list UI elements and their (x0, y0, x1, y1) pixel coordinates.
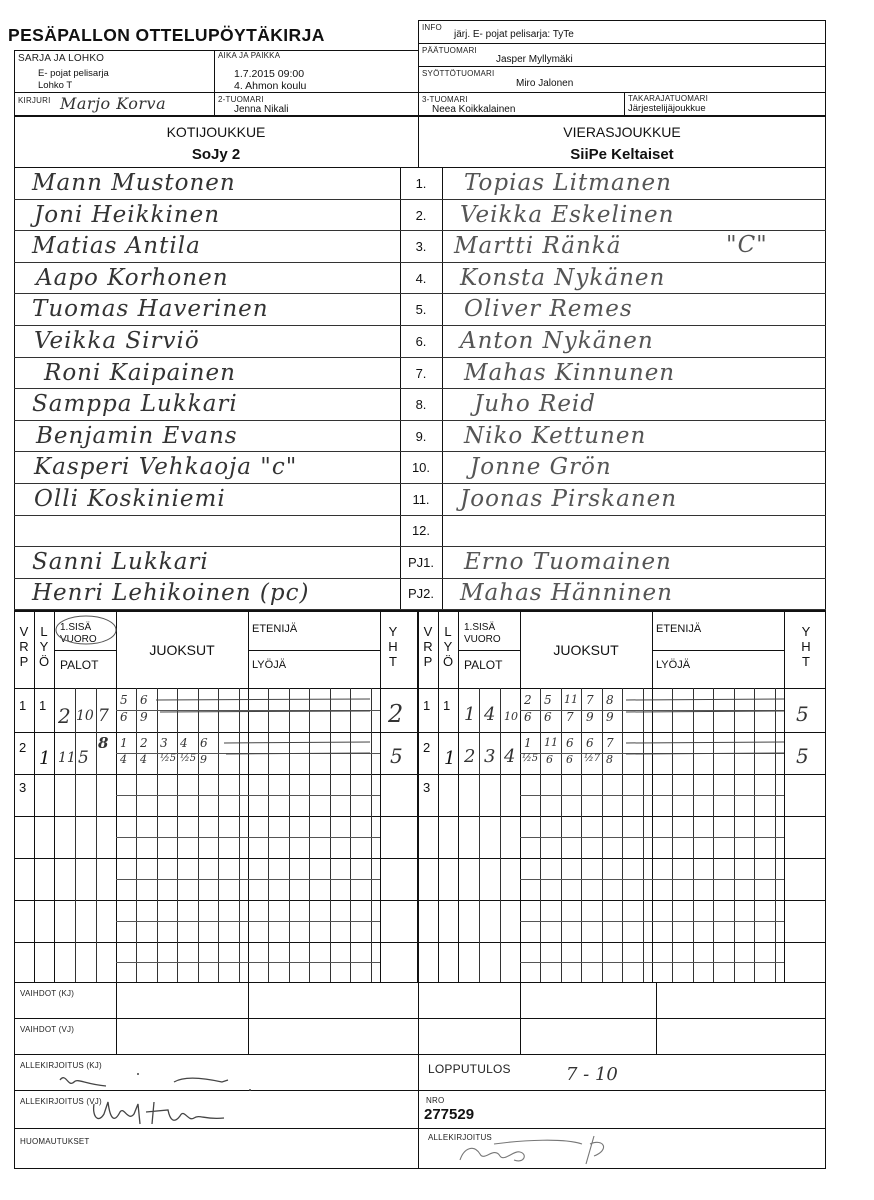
roster-number: 2. (415, 208, 427, 223)
page-title: PESÄPALLON OTTELUPÖYTÄKIRJA (8, 25, 325, 45)
away-run-top: 5 (544, 693, 552, 707)
home-player-name: Tuomas Haverinen (32, 296, 269, 322)
away-out: 1 (464, 704, 476, 725)
info-label: INFO (422, 23, 442, 32)
home-run-top: 6 (200, 736, 208, 750)
runner-strikes (14, 680, 826, 780)
away-lyo-value: 1 (444, 748, 456, 769)
series-label: SARJA JA LOHKO (18, 53, 105, 64)
final-signature (454, 1130, 634, 1170)
roster-number: 1. (415, 176, 427, 191)
away-run-bottom: 6 (546, 753, 553, 766)
home-player-name: Benjamin Evans (36, 423, 238, 449)
away-run-bottom: 8 (606, 753, 613, 766)
home-inning-total: 2 (388, 700, 404, 728)
grid-line (116, 982, 117, 1054)
grid-line (14, 578, 826, 579)
grid-line (520, 837, 784, 838)
pitch-umpire-value: Miro Jalonen (516, 78, 574, 89)
home-out: 10 (76, 708, 94, 724)
back-umpire-label: TAKARAJATUOMARI (628, 94, 709, 103)
home-run-bottom: ½5 (180, 753, 197, 764)
away-inning-total: 5 (796, 702, 809, 726)
grid-line (520, 795, 784, 796)
runs-header: JUOKSUT (149, 642, 215, 658)
away-run-top: 7 (606, 736, 614, 750)
grid-line (116, 921, 380, 922)
grid-line (248, 650, 380, 651)
roster-number: 11. (412, 492, 430, 507)
grid-line (116, 612, 117, 982)
scoresheet (8, 20, 826, 1170)
home-run-top: 2 (140, 736, 148, 750)
umpire3-label: 3-TUOMARI (422, 95, 468, 104)
vrp-header: V R P (423, 624, 433, 669)
home-player-name: Henri Lehikoinen (pc) (32, 580, 310, 606)
inning-row-number: 1 (423, 698, 431, 713)
umpire3-value: Neea Koikkalainen (432, 104, 516, 115)
grid-line (520, 612, 521, 982)
first-inning-label: 1.SISÄ VUORO (464, 622, 501, 645)
home-run-bottom: 9 (140, 710, 148, 724)
nro-label: NRO (426, 1096, 445, 1105)
series-value: E- pojat pelisarja (38, 68, 109, 79)
notes-label: HUOMAUTUKSET (20, 1137, 90, 1146)
grid-line (14, 515, 826, 516)
away-out: 4 (504, 746, 516, 767)
home-player-name: Aapo Korhonen (36, 265, 229, 291)
grid-line (652, 612, 653, 982)
grid-line (652, 650, 784, 651)
grid-line (14, 1054, 826, 1055)
date-value: 1.7.2015 09:00 (234, 68, 305, 80)
away-run-top: 11 (564, 693, 578, 706)
home-run-top: 1 (120, 736, 128, 750)
vrp-header: V R P (19, 624, 29, 669)
subs-away-label: VAIHDOT (VJ) (20, 1025, 75, 1034)
grid-line (14, 982, 826, 983)
grid-line (14, 483, 826, 484)
away-out: 10 (504, 710, 518, 723)
away-player-name: Martti Ränkä (454, 233, 622, 259)
home-out: 2 (58, 704, 71, 728)
home-run-bottom: 9 (200, 753, 207, 766)
runner-header: ETENIJÄ (252, 623, 298, 635)
subs-home-label: VAIHDOT (KJ) (20, 989, 75, 998)
grid-line (14, 451, 826, 452)
first-inning-label: 1.SISÄ VUORO (60, 622, 97, 645)
signature-away-label: ALLEKIRJOITUS (VJ) (20, 1097, 102, 1106)
away-captain-mark: "C" (726, 232, 768, 258)
home-run-bottom: ½5 (160, 753, 177, 764)
home-run-top: 5 (120, 693, 128, 707)
away-player-name: Mahas Hänninen (460, 580, 673, 606)
away-run-top: 6 (586, 736, 594, 750)
final-score-label: LOPPUTULOS (428, 1062, 511, 1076)
grid-line (116, 962, 380, 963)
home-player-name: Samppa Lukkari (32, 391, 238, 417)
away-run-bottom: 6 (566, 753, 573, 766)
roster-number: 12. (411, 523, 431, 538)
info-value: järj. E- pojat pelisarja: TyTe (454, 29, 574, 40)
away-player-name: Erno Tuomainen (464, 549, 672, 575)
grid-line (54, 612, 55, 982)
home-run-top: 4 (180, 736, 188, 750)
away-run-bottom: 9 (586, 710, 594, 724)
head-umpire-label: PÄÄTUOMARI (422, 46, 477, 55)
away-player-name: Oliver Remes (464, 296, 633, 322)
grid-line (825, 982, 826, 1168)
away-player-name: Joonas Pirskanen (460, 486, 678, 512)
roster-number: 4. (415, 271, 427, 286)
grid-line (418, 982, 419, 1054)
away-run-bottom: 6 (524, 710, 532, 724)
away-run-bottom: 9 (606, 710, 614, 724)
home-player-name: Sanni Lukkari (32, 549, 209, 575)
away-run-bottom: 6 (544, 710, 552, 724)
outs-header: PALOT (60, 658, 99, 672)
away-player-name: Niko Kettunen (464, 423, 647, 449)
lyo-header: L Y Ö (442, 624, 454, 669)
batter-header: LYÖJÄ (252, 659, 287, 671)
grid-line (116, 795, 380, 796)
away-lyo-value: 1 (443, 698, 451, 713)
home-signature (54, 1066, 274, 1096)
away-run-top: 11 (544, 736, 558, 749)
inning-row-number: 2 (423, 740, 431, 755)
home-player-name: Matias Antila (32, 233, 201, 259)
away-player-name: Mahas Kinnunen (464, 360, 676, 386)
home-team-label: KOTIJOUKKUE (166, 124, 266, 140)
away-run-bottom: ½7 (584, 753, 601, 764)
away-run-top: 6 (566, 736, 574, 750)
grid-line (14, 262, 826, 263)
roster-number: PJ2. (407, 586, 434, 601)
grid-line (14, 230, 826, 231)
away-out: 3 (484, 746, 496, 767)
grid-line (520, 962, 784, 963)
time-place-label: AIKA JA PAIKKA (218, 51, 281, 60)
grid-line (14, 199, 826, 200)
home-out: 11 (58, 750, 76, 766)
home-player-name: Mann Mustonen (32, 170, 236, 196)
grid-line (14, 293, 826, 294)
away-run-bottom: ½5 (522, 753, 539, 764)
away-signature (84, 1094, 234, 1134)
home-lyo-value: 1 (39, 698, 47, 713)
umpire2-value: Jenna Nikali (234, 104, 289, 115)
grid-line (520, 921, 784, 922)
home-player-name: Olli Koskiniemi (34, 486, 226, 512)
roster-number: 7. (415, 366, 427, 381)
grid-line (116, 879, 380, 880)
away-run-bottom: 7 (566, 710, 574, 724)
inning-row-number: 2 (19, 740, 27, 755)
home-player-name: Roni Kaipainen (44, 360, 236, 386)
grid-line (14, 546, 826, 547)
home-run-top: 3 (160, 736, 168, 750)
grid-line (418, 1054, 419, 1168)
group-value: Lohko T (38, 80, 73, 91)
roster-number: 3. (415, 239, 427, 254)
grid-line (458, 612, 459, 982)
home-run-bottom: 6 (120, 710, 128, 724)
grid-line (656, 982, 657, 1054)
signature-label: ALLEKIRJOITUS (428, 1133, 492, 1142)
roster-number: 8. (415, 397, 427, 412)
away-player-name: Topias Litmanen (464, 170, 672, 196)
home-run-bottom: 4 (140, 753, 147, 766)
grid-line (14, 1168, 826, 1169)
recorder-signature: Marjo Korva (60, 94, 167, 113)
inning-row-number: 1 (19, 698, 27, 713)
place-value: 4. Ahmon koulu (234, 80, 307, 92)
grid-line (248, 612, 249, 982)
nro-value: 277529 (424, 1106, 475, 1123)
outs-header: PALOT (464, 658, 503, 672)
away-player-name: Konsta Nykänen (460, 265, 666, 291)
final-score-value: 7 - 10 (566, 1064, 618, 1085)
home-out: 5 (78, 748, 89, 768)
grid-line (14, 388, 826, 389)
head-umpire-value: Jasper Myllymäki (496, 54, 573, 65)
roster-number: 10. (411, 460, 431, 475)
away-player-name: Anton Nykänen (460, 328, 654, 354)
pitch-umpire-label: SYÖTTÖTUOMARI (422, 69, 495, 78)
away-run-top: 2 (524, 693, 532, 707)
signature-home-label: ALLEKIRJOITUS (KJ) (20, 1061, 102, 1070)
away-team-label: VIERASJOUKKUE (563, 124, 681, 140)
home-run-bottom: 4 (120, 753, 127, 766)
grid-line (14, 1018, 826, 1019)
away-run-top: 8 (606, 693, 614, 707)
away-player-name: Juho Reid (474, 391, 597, 417)
away-player-name: Veikka Eskelinen (460, 202, 675, 228)
home-inning-total: 5 (390, 744, 403, 768)
back-umpire-value: Järjestelijäjoukkue (628, 103, 706, 114)
grid-line (784, 612, 785, 982)
away-run-top: 1 (524, 736, 532, 750)
home-lyo-value: 1 (39, 748, 51, 769)
umpire2-label: 2-TUOMARI (218, 95, 264, 104)
away-out: 4 (484, 704, 496, 725)
away-run-top: 7 (586, 693, 594, 707)
home-out: 8 (98, 734, 109, 752)
batter-header: LYÖJÄ (656, 659, 691, 671)
home-player-name: Veikka Sirviö (34, 328, 200, 354)
home-team-name: SoJy 2 (191, 146, 241, 163)
grid-line (14, 420, 826, 421)
roster-number: 9. (415, 429, 427, 444)
away-out: 2 (464, 746, 476, 767)
away-player-name: Jonne Grön (470, 454, 612, 480)
runner-header: ETENIJÄ (656, 623, 702, 635)
inning-row-number: 3 (423, 780, 431, 795)
total-header: Y H T (801, 624, 811, 669)
inning-row-number: 3 (19, 780, 27, 795)
lyo-header: L Y Ö (38, 624, 50, 669)
grid-line (520, 982, 521, 1054)
roster-number: 5. (415, 302, 427, 317)
grid-line (14, 325, 826, 326)
runs-header: JUOKSUT (553, 642, 619, 658)
first-inning-circle (54, 612, 124, 652)
home-out: 7 (98, 706, 109, 726)
grid-line (248, 982, 249, 1054)
away-team-name: SiiPe Keltaiset (570, 146, 674, 163)
grid-line (520, 879, 784, 880)
recorder-label: KIRJURI (18, 96, 51, 105)
grid-line (116, 837, 380, 838)
away-inning-total: 5 (796, 744, 809, 768)
roster-number: PJ1. (407, 555, 434, 570)
home-player-name: Kasperi Vehkaoja "c" (34, 454, 298, 480)
home-run-top: 6 (140, 693, 148, 707)
grid-line (458, 650, 520, 651)
home-player-name: Joni Heikkinen (34, 202, 221, 228)
grid-line (14, 982, 15, 1168)
roster-number: 6. (415, 334, 427, 349)
total-header: Y H T (388, 624, 398, 669)
grid-line (14, 357, 826, 358)
